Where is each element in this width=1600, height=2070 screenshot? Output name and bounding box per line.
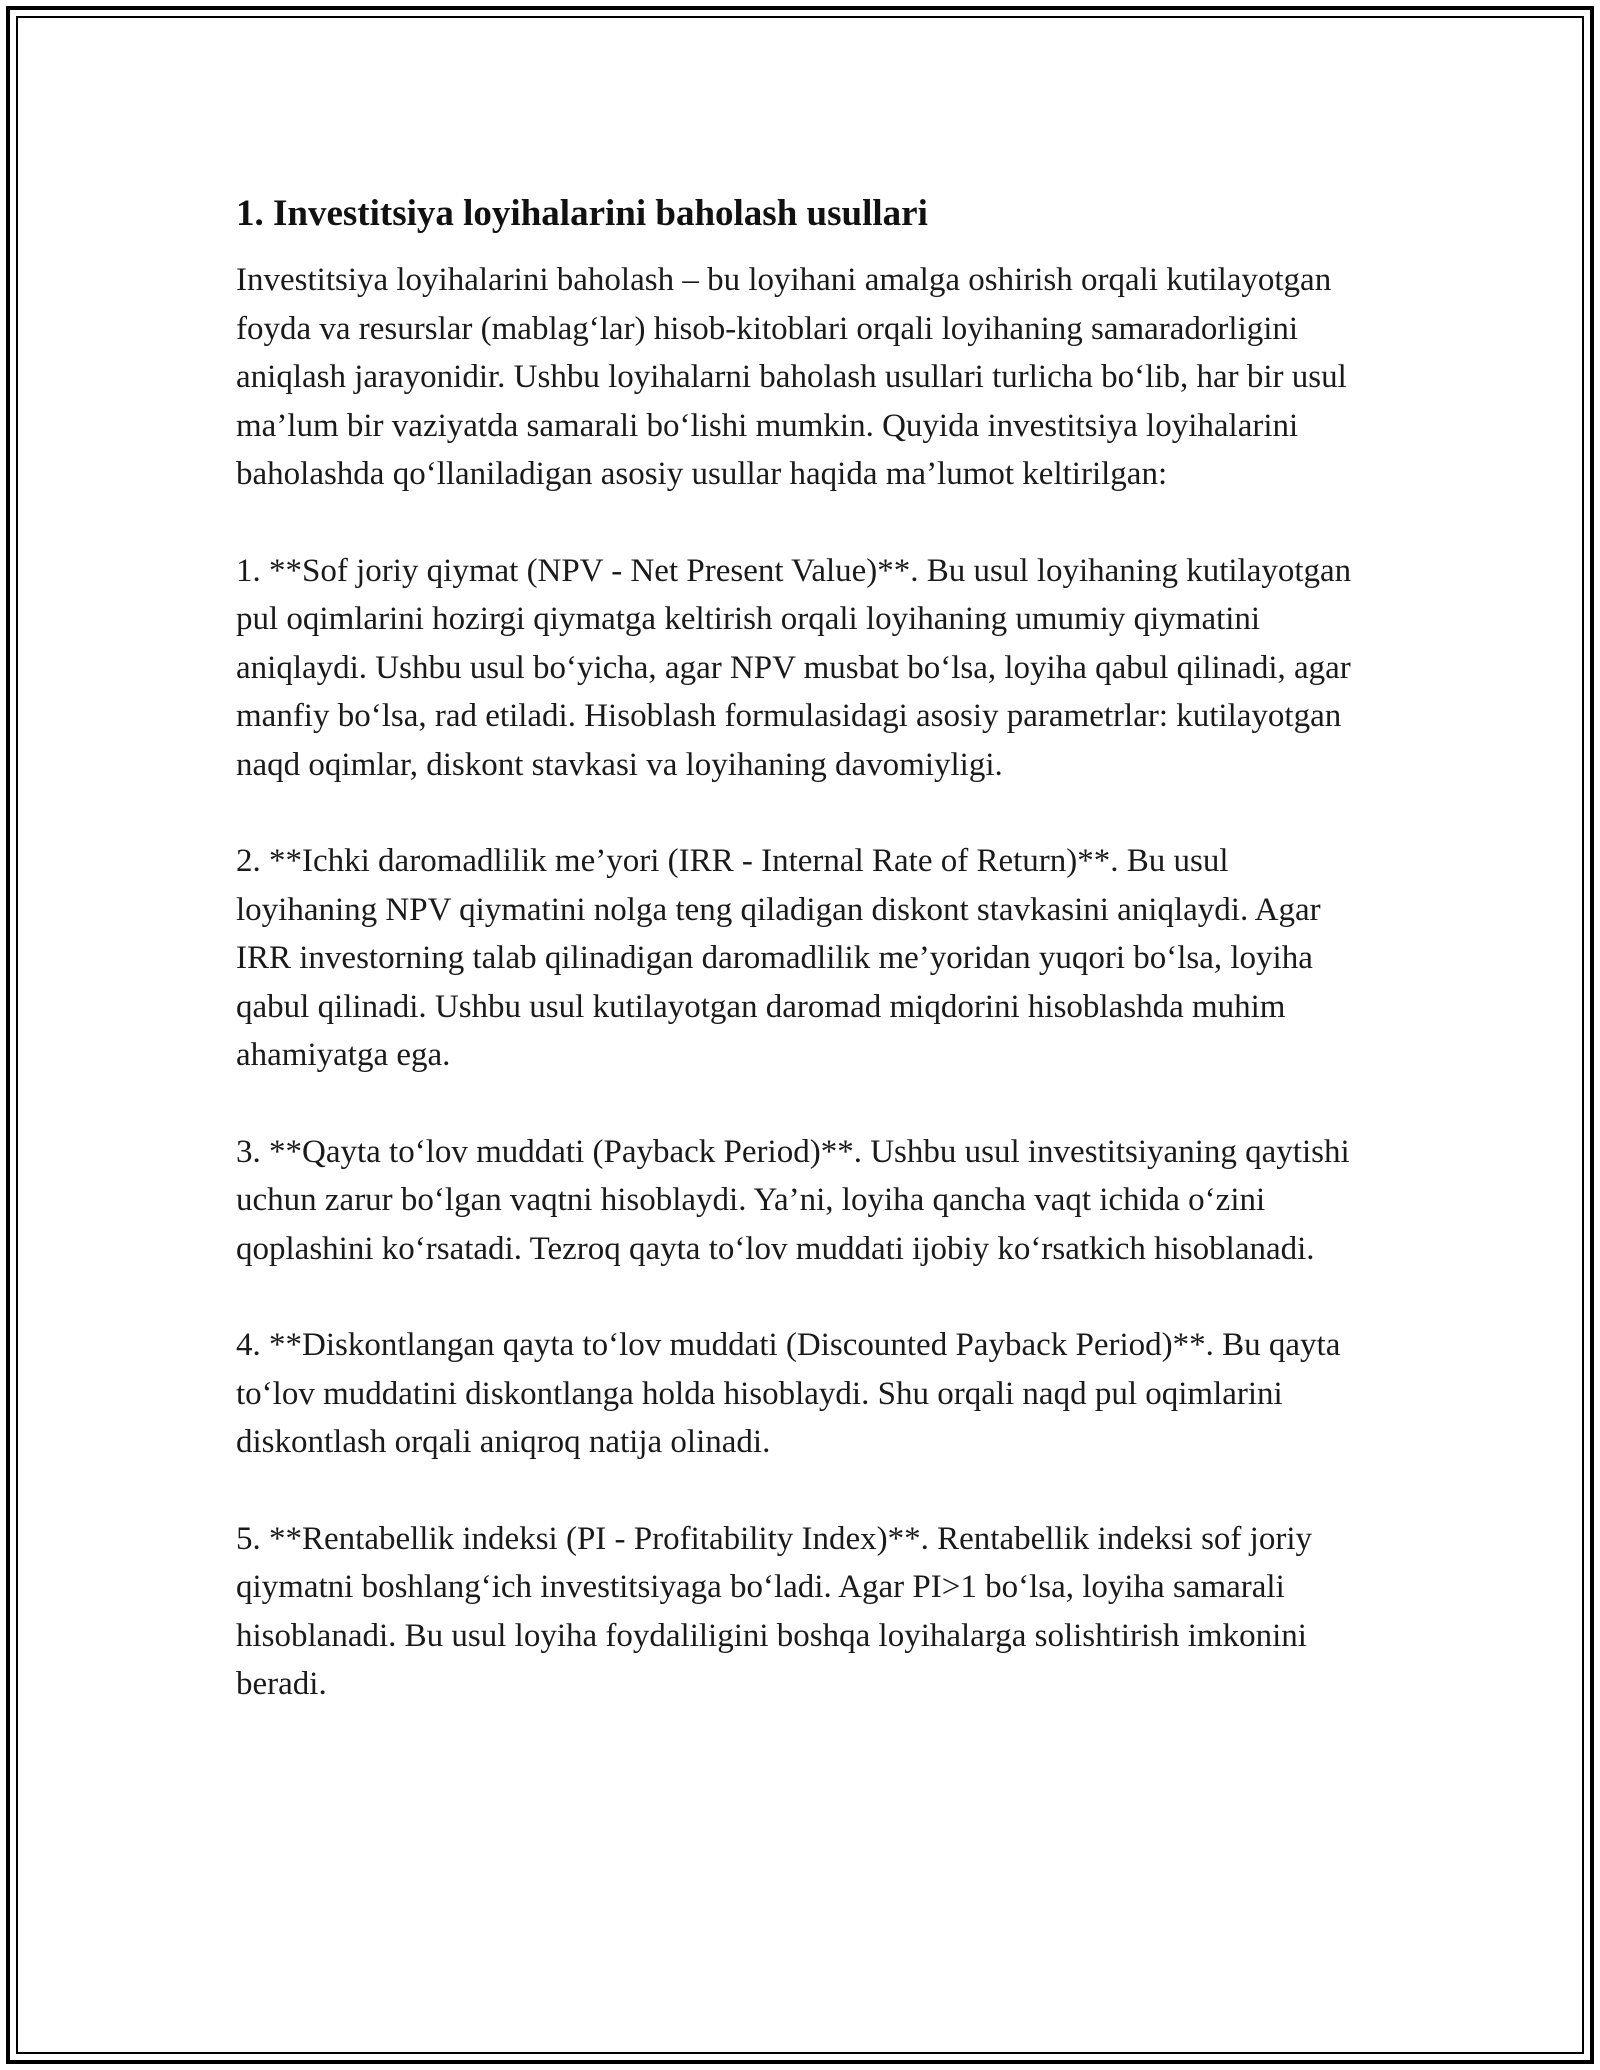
method-npv-paragraph: 1. **Sof joriy qiymat (NPV - Net Present Value)**. Bu usul loyihaning kutilayotgan pul oqimlarini hozirgi qiymatga keltirish orqali loyihaning umumiy qiymatini aniqlaydi. Ushbu usul bo‘yicha, agar NPV musbat bo‘lsa, loyiha qabul qilinadi, agar manfiy bo‘lsa, rad etiladi. Hisoblash formulasidagi asosiy parametrlar: kutilayotgan naqd oqimlar, diskont stavkasi va loyihaning davomiyligi.	[236, 552, 1352, 783]
section-heading: 1. Investitsiya loyihalarini baholash usullari	[236, 193, 928, 234]
document-body	[236, 186, 1376, 1757]
method-discounted-payback-paragraph: 4. **Diskontlangan qayta to‘lov muddati (Discounted Payback Period)**. Bu qayta to‘lov muddatini diskontlanga holda hisoblaydi. Shu orqali naqd pul oqimlarini diskontlash orqali aniqroq natija olinadi.	[236, 1327, 1341, 1460]
method-payback-paragraph: 3. **Qayta to‘lov muddati (Payback Period)**. Ushbu usul investitsiyaning qaytishi uchun zarur bo‘lgan vaqtni hisoblaydi. Ya’ni, loyiha qancha vaqt ichida o‘zini qoplashini ko‘rsatadi. Tezroq qayta to‘lov muddati ijobiy ko‘rsatkich hisoblanadi.	[236, 1133, 1350, 1267]
method-irr-paragraph: 2. **Ichki daromadlilik me’yori (IRR - Internal Rate of Return)**. Bu usul loyihaning NPV qiymatini nolga teng qiladigan diskont stavkasini aniqlaydi. Agar IRR investorning talab qilinadigan daromadlilik me’yoridan yuqori bo‘lsa, loyiha qabul qilinadi. Ushbu usul kutilayotgan daromad miqdorini hisoblashda muhim ahamiyatga ega.	[236, 843, 1321, 1073]
method-profitability-index-paragraph: 5. **Rentabellik indeksi (PI - Profitability Index)**. Rentabellik indeksi sof joriy qiymatni boshlang‘ich investitsiyaga bo‘ladi. Agar PI>1 bo‘lsa, loyiha samarali hisoblanadi. Bu usul loyiha foydaliligini boshqa loyihalarga solishtirish imkonini beradi.	[236, 1520, 1312, 1702]
intro-paragraph: Investitsiya loyihalarini baholash – bu loyihani amalga oshirish orqali kutilayotgan foyda va resurslar (mablag‘lar) hisob-kitoblari orqali loyihaning samaradorligini aniqlash jarayonidir. Ushbu loyihalarni baholash usullari turlicha bo‘lib, har bir usul ma’lum bir vaziyatda samarali bo‘lishi mumkin. Quyida investitsiya loyihalarini baholashda qo‘llaniladigan asosiy usullar haqida ma’lumot keltirilgan:	[236, 262, 1347, 492]
